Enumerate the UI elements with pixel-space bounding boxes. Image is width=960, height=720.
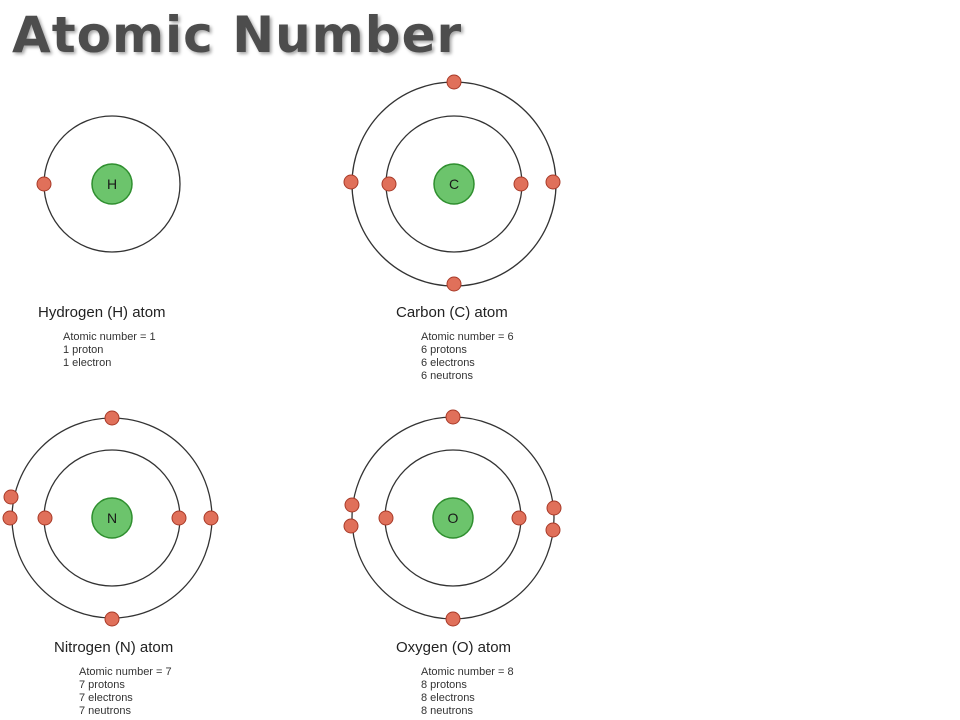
electron [4,490,18,504]
hydrogen-label-block [38,304,166,370]
fact-electrons: 6 electrons [421,357,475,369]
electron [172,511,186,525]
atom-facts [396,666,514,718]
slide-title: Atomic Number [12,6,463,64]
atom-diagram-canvas [0,70,600,720]
fact-protons: 7 protons [79,679,125,691]
fact-electrons: 7 electrons [79,692,133,704]
electron [105,612,119,626]
atom-facts [54,666,173,718]
atom-name: Oxygen (O) atom [396,639,512,656]
atom-name: Hydrogen (H) atom [38,304,166,321]
fact-protons: 8 protons [421,679,467,691]
fact-protons: 6 protons [421,344,467,356]
atom-diagrams-figure [0,70,600,720]
fact-electrons: 8 electrons [421,692,475,704]
electron [446,612,460,626]
electron [38,511,52,525]
fact-atomic-number: Atomic number = 7 [79,666,172,678]
nitrogen-label-block [54,639,173,718]
electron [344,519,358,533]
electron [514,177,528,191]
electron [447,277,461,291]
fact-atomic-number: Atomic number = 1 [63,331,156,343]
atom-facts [38,331,166,370]
electron [547,501,561,515]
atom-facts [396,331,514,383]
fact-neutrons: 8 neutrons [421,705,473,717]
electron [105,411,119,425]
electron [446,410,460,424]
fact-protons: 1 proton [63,344,104,356]
fact-neutrons: 7 neutrons [79,705,131,717]
oxygen-atom-diagram [344,410,561,626]
electron [447,75,461,89]
fact-electrons: 1 electron [63,357,112,369]
electron [382,177,396,191]
electron [204,511,218,525]
electron [37,177,51,191]
nucleus-symbol: N [106,510,118,526]
electron [512,511,526,525]
nucleus-symbol: H [106,176,118,192]
electron [546,523,560,537]
nucleus-symbol: O [447,510,459,526]
electron [3,511,17,525]
nitrogen-atom-diagram [3,411,218,626]
fact-atomic-number: Atomic number = 6 [421,331,514,343]
fact-atomic-number: Atomic number = 8 [421,666,514,678]
fact-neutrons: 6 neutrons [421,370,473,382]
atom-name: Carbon (C) atom [396,304,508,321]
electron [344,175,358,189]
atom-name: Nitrogen (N) atom [54,639,174,656]
oxygen-label-block [396,639,514,718]
hydrogen-atom-diagram [37,116,180,252]
carbon-atom-diagram [344,75,560,291]
carbon-label-block [396,304,514,383]
nucleus-symbol: C [448,176,460,192]
electron [345,498,359,512]
electron [546,175,560,189]
electron [379,511,393,525]
